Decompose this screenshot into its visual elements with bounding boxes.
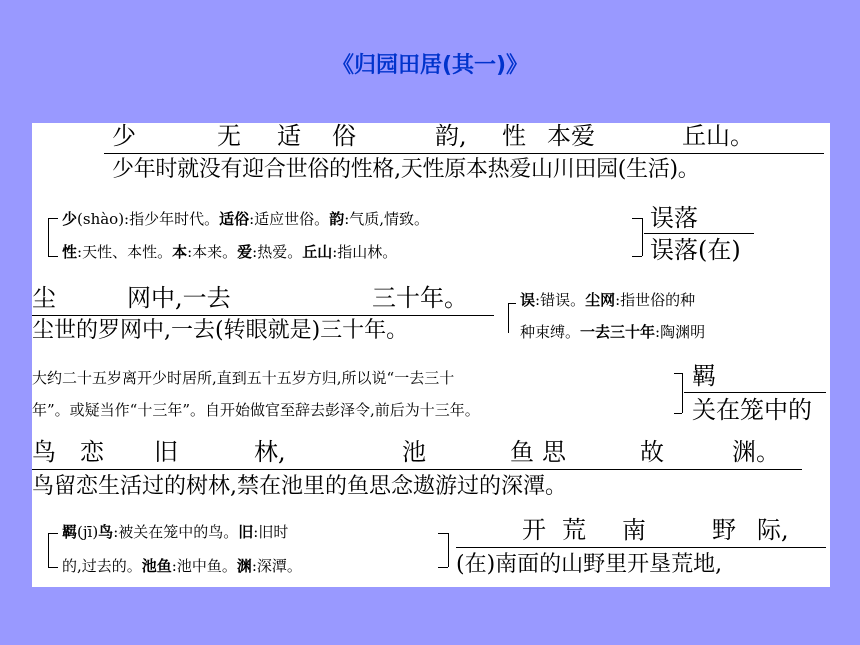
orig-char: 渊。 (732, 438, 780, 466)
bracket (48, 256, 58, 257)
orig-char: 本爱 (547, 123, 595, 150)
orig-char: 俗 (332, 123, 356, 150)
side-trans: 误落(在) (650, 236, 741, 264)
translation-line: (在)南面的山野里开垦荒地, (456, 552, 723, 577)
orig-char: 荒 (562, 516, 586, 544)
note-row: 大约二十五岁离开少时居所,直到五十五岁方归,所以说“一去三十 (32, 369, 455, 387)
orig-char: 恋 (80, 438, 104, 466)
bracket (642, 218, 643, 256)
bracket (438, 567, 448, 568)
divider (456, 547, 826, 548)
note-row: 羁(jī)鸟:被关在笼中的鸟。旧:旧时 (62, 523, 289, 541)
bracket (48, 533, 58, 534)
bracket (448, 533, 449, 567)
bracket (48, 533, 49, 567)
translation-line: 少年时就没有迎合世俗的性格,天性原本热爱山川田园(生活)。 (112, 157, 700, 182)
bracket (508, 303, 516, 304)
orig-char: 韵, (435, 123, 467, 150)
bracket (48, 567, 58, 568)
orig-char: 林, (254, 438, 286, 466)
translation-line: 鸟留恋生活过的树林,禁在池里的鱼思念遨游过的深潭。 (32, 474, 567, 499)
orig-char: 思 (542, 438, 566, 466)
bracket (48, 218, 49, 256)
bracket (632, 218, 642, 219)
note-row: 误:错误。尘网:指世俗的种 (520, 291, 696, 309)
bracket (508, 303, 509, 333)
bracket (632, 256, 642, 257)
orig-char: 池 (402, 438, 426, 466)
divider (684, 392, 826, 393)
note-row: 种束缚。一去三十年:陶渊明 (520, 323, 706, 341)
content-panel (32, 123, 830, 587)
orig-char: 故 (640, 438, 664, 466)
bracket (48, 218, 58, 219)
orig-char: 鸟 (32, 438, 56, 466)
orig-char: 开 (522, 516, 546, 544)
orig-char: 尘 (32, 284, 56, 312)
side-orig: 羁 (692, 362, 716, 390)
orig-char: 野 (712, 516, 736, 544)
orig-char: 少 (112, 123, 136, 150)
orig-char: 适 (277, 123, 301, 150)
slide-title: 《归园田居(其一)》 (331, 53, 529, 78)
note-row: 少(shào):指少年时代。适俗:适应世俗。韵:气质,情致。 (62, 210, 430, 228)
bracket (682, 373, 683, 413)
divider (104, 153, 824, 154)
orig-char: 网中,一去 (127, 284, 231, 312)
bracket (438, 533, 448, 534)
divider (644, 233, 754, 234)
orig-char: 际, (757, 516, 789, 544)
orig-char: 丘山。 (682, 123, 754, 150)
orig-char: 旧 (154, 438, 178, 466)
orig-char: 南 (622, 516, 646, 544)
side-trans: 关在笼中的 (692, 396, 812, 424)
bracket (674, 373, 682, 374)
divider (32, 315, 494, 316)
side-orig: 误落 (650, 204, 698, 232)
divider (32, 469, 802, 470)
note-row: 的,过去的。池鱼:池中鱼。渊:深潭。 (62, 557, 302, 575)
orig-char: 性 (502, 123, 526, 150)
orig-char: 鱼 (510, 438, 534, 466)
translation-line: 尘世的罗网中,一去(转眼就是)三十年。 (32, 318, 409, 343)
note-row: 年”。或疑当作“十三年”。自开始做官至辞去彭泽令,前后为十三年。 (32, 401, 480, 419)
orig-char: 无 (217, 123, 241, 150)
orig-char: 三十年。 (372, 284, 468, 312)
bracket (674, 413, 682, 414)
note-row: 性:天性、本性。本:本来。爱:热爱。丘山:指山林。 (62, 243, 398, 261)
